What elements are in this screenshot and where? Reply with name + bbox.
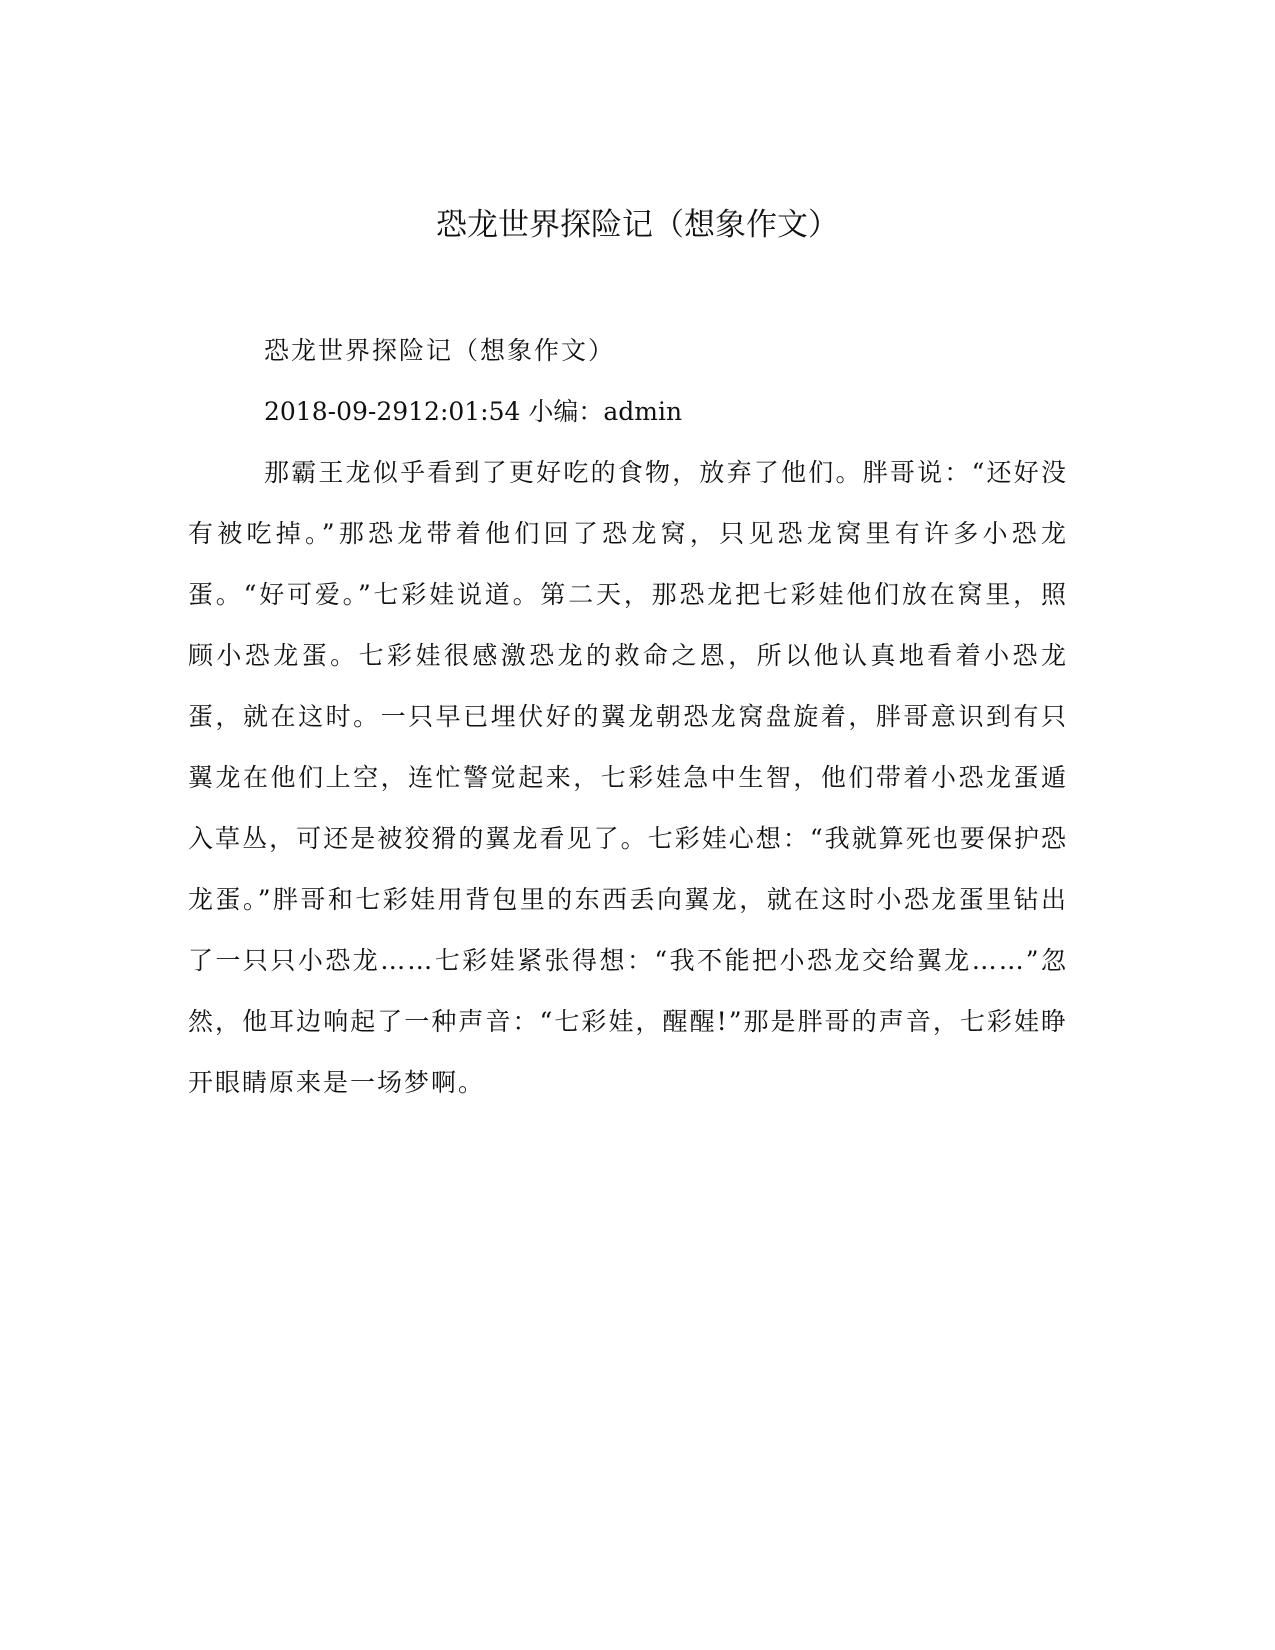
document-body	[188, 320, 1068, 1113]
meta-paragraph: 2018-09-2912:01:54 小编：admin	[264, 397, 683, 426]
document-title: 恐龙世界探险记（想象作文）	[436, 207, 839, 243]
story-paragraph: 那霸王龙似乎看到了更好吃的食物，放弃了他们。胖哥说：“还好没有被吃掉。”那恐龙带着他们回了恐龙窝，只见恐龙窝里有许多小恐龙蛋。“好可爱。”七彩娃说道。第二天，那恐龙把七彩娃他们放在窝里，照顾小恐龙蛋。七彩娃很感激恐龙的救命之恩，所以他认真地看着小恐龙蛋，就在这时。一只早已埋伏好的翼龙朝恐龙窝盘旋着，胖哥意识到有只翼龙在他们上空，连忙警觉起来，七彩娃急中生智，他们带着小恐龙蛋遁入草丛，可还是被狡猾的翼龙看见了。七彩娃心想：“我就算死也要保护恐龙蛋。”胖哥和七彩娃用背包里的东西丢向翼龙，就在这时小恐龙蛋里钻出了一只只小恐龙……七彩娃紧张得想：“我不能把小恐龙交给翼龙……”忽然，他耳边响起了一种声音：“七彩娃，醒醒!”那是胖哥的声音，七彩娃睁开眼睛原来是一场梦啊。	[188, 458, 1068, 1097]
subtitle-paragraph: 恐龙世界探险记（想象作文）	[264, 336, 616, 365]
